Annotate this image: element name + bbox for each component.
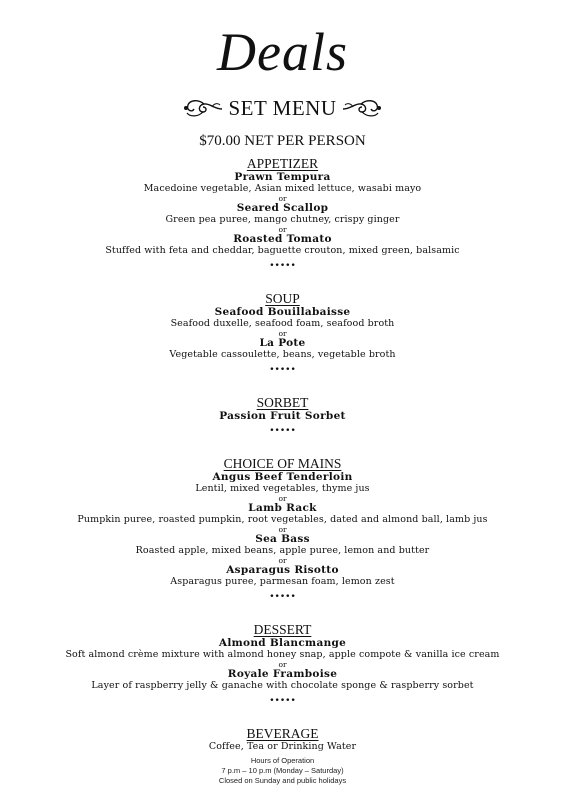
section-gap bbox=[0, 710, 565, 726]
or-separator: or bbox=[278, 194, 287, 203]
or-separator: or bbox=[278, 660, 287, 669]
dish-name: Royale Framboise bbox=[227, 668, 338, 680]
dish-name: Sea Bass bbox=[255, 533, 310, 545]
section-gap bbox=[0, 275, 565, 291]
section-divider: ••••• bbox=[269, 365, 296, 375]
or-separator: or bbox=[278, 556, 287, 565]
section-divider: ••••• bbox=[269, 261, 296, 271]
course-section bbox=[0, 156, 565, 257]
section-divider: ••••• bbox=[269, 592, 296, 602]
or-separator: or bbox=[278, 494, 287, 503]
dish-name: Seared Scallop bbox=[236, 202, 329, 214]
section-gap bbox=[0, 440, 565, 456]
or-separator: or bbox=[278, 525, 287, 534]
course-title: BEVERAGE bbox=[246, 726, 319, 741]
right-flourish-icon bbox=[341, 95, 383, 121]
course-title: CHOICE OF MAINS bbox=[223, 456, 342, 471]
dish-name: Prawn Tempura bbox=[234, 171, 331, 183]
dish-description: Vegetable cassoulette, beans, vegetable broth bbox=[169, 349, 396, 360]
section-divider: ••••• bbox=[269, 426, 296, 436]
hours-closed: Closed on Sunday and public holidays bbox=[218, 776, 347, 785]
or-separator: or bbox=[278, 329, 287, 338]
course-section bbox=[0, 456, 565, 588]
course-title: SOUP bbox=[265, 291, 300, 306]
course-section bbox=[0, 622, 565, 692]
set-menu-header bbox=[0, 94, 565, 122]
dish-description: Seafood duxelle, seafood foam, seafood broth bbox=[170, 318, 395, 329]
section-gap bbox=[0, 379, 565, 395]
section-gap bbox=[0, 606, 565, 622]
dish-description: Coffee, Tea or Drinking Water bbox=[208, 741, 357, 752]
course-section bbox=[0, 291, 565, 361]
dish-name: Roasted Tomato bbox=[233, 233, 332, 245]
course-section bbox=[0, 726, 565, 753]
course-title: APPETIZER bbox=[246, 156, 319, 171]
section-divider: ••••• bbox=[269, 696, 296, 706]
course-title: DESSERT bbox=[253, 622, 312, 637]
dish-description: Lentil, mixed vegetables, thyme jus bbox=[195, 483, 370, 494]
dish-name: Angus Beef Tenderloin bbox=[212, 471, 353, 483]
menu-courses bbox=[0, 156, 565, 753]
hours-heading: Hours of Operation bbox=[250, 756, 315, 765]
dish-name: Passion Fruit Sorbet bbox=[219, 410, 346, 422]
price-per-person: $70.00 NET PER PERSON bbox=[199, 133, 366, 149]
dish-description: Pumpkin puree, roasted pumpkin, root vegetables, dated and almond ball, lamb jus bbox=[77, 514, 488, 525]
dish-name: La Pote bbox=[259, 337, 306, 349]
page-title: Deals bbox=[217, 22, 348, 82]
hours-of-operation bbox=[0, 756, 565, 786]
dish-description: Asparagus puree, parmesan foam, lemon zest bbox=[170, 576, 395, 587]
dish-description: Macedoine vegetable, Asian mixed lettuce, wasabi mayo bbox=[143, 183, 422, 194]
dish-description: Green pea puree, mango chutney, crispy ginger bbox=[165, 214, 400, 225]
course-title: SORBET bbox=[256, 395, 309, 410]
dish-name: Asparagus Risotto bbox=[226, 564, 339, 576]
hours-time: 7 p.m – 10 p.m (Monday – Saturday) bbox=[221, 766, 344, 775]
course-section bbox=[0, 395, 565, 422]
dish-description: Roasted apple, mixed beans, apple puree, lemon and butter bbox=[135, 545, 430, 556]
dish-name: Lamb Rack bbox=[248, 502, 317, 514]
dish-description: Soft almond crème mixture with almond honey snap, apple compote & vanilla ice cream bbox=[65, 649, 500, 660]
left-flourish-icon bbox=[182, 95, 224, 121]
dish-description: Stuffed with feta and cheddar, baguette crouton, mixed green, balsamic bbox=[105, 245, 460, 256]
dish-description: Layer of raspberry jelly & ganache with chocolate sponge & raspberry sorbet bbox=[91, 680, 474, 691]
dish-name: Almond Blancmange bbox=[218, 637, 347, 649]
set-menu-label: SET MENU bbox=[228, 95, 337, 120]
or-separator: or bbox=[278, 225, 287, 234]
dish-name: Seafood Bouillabaisse bbox=[214, 306, 351, 318]
